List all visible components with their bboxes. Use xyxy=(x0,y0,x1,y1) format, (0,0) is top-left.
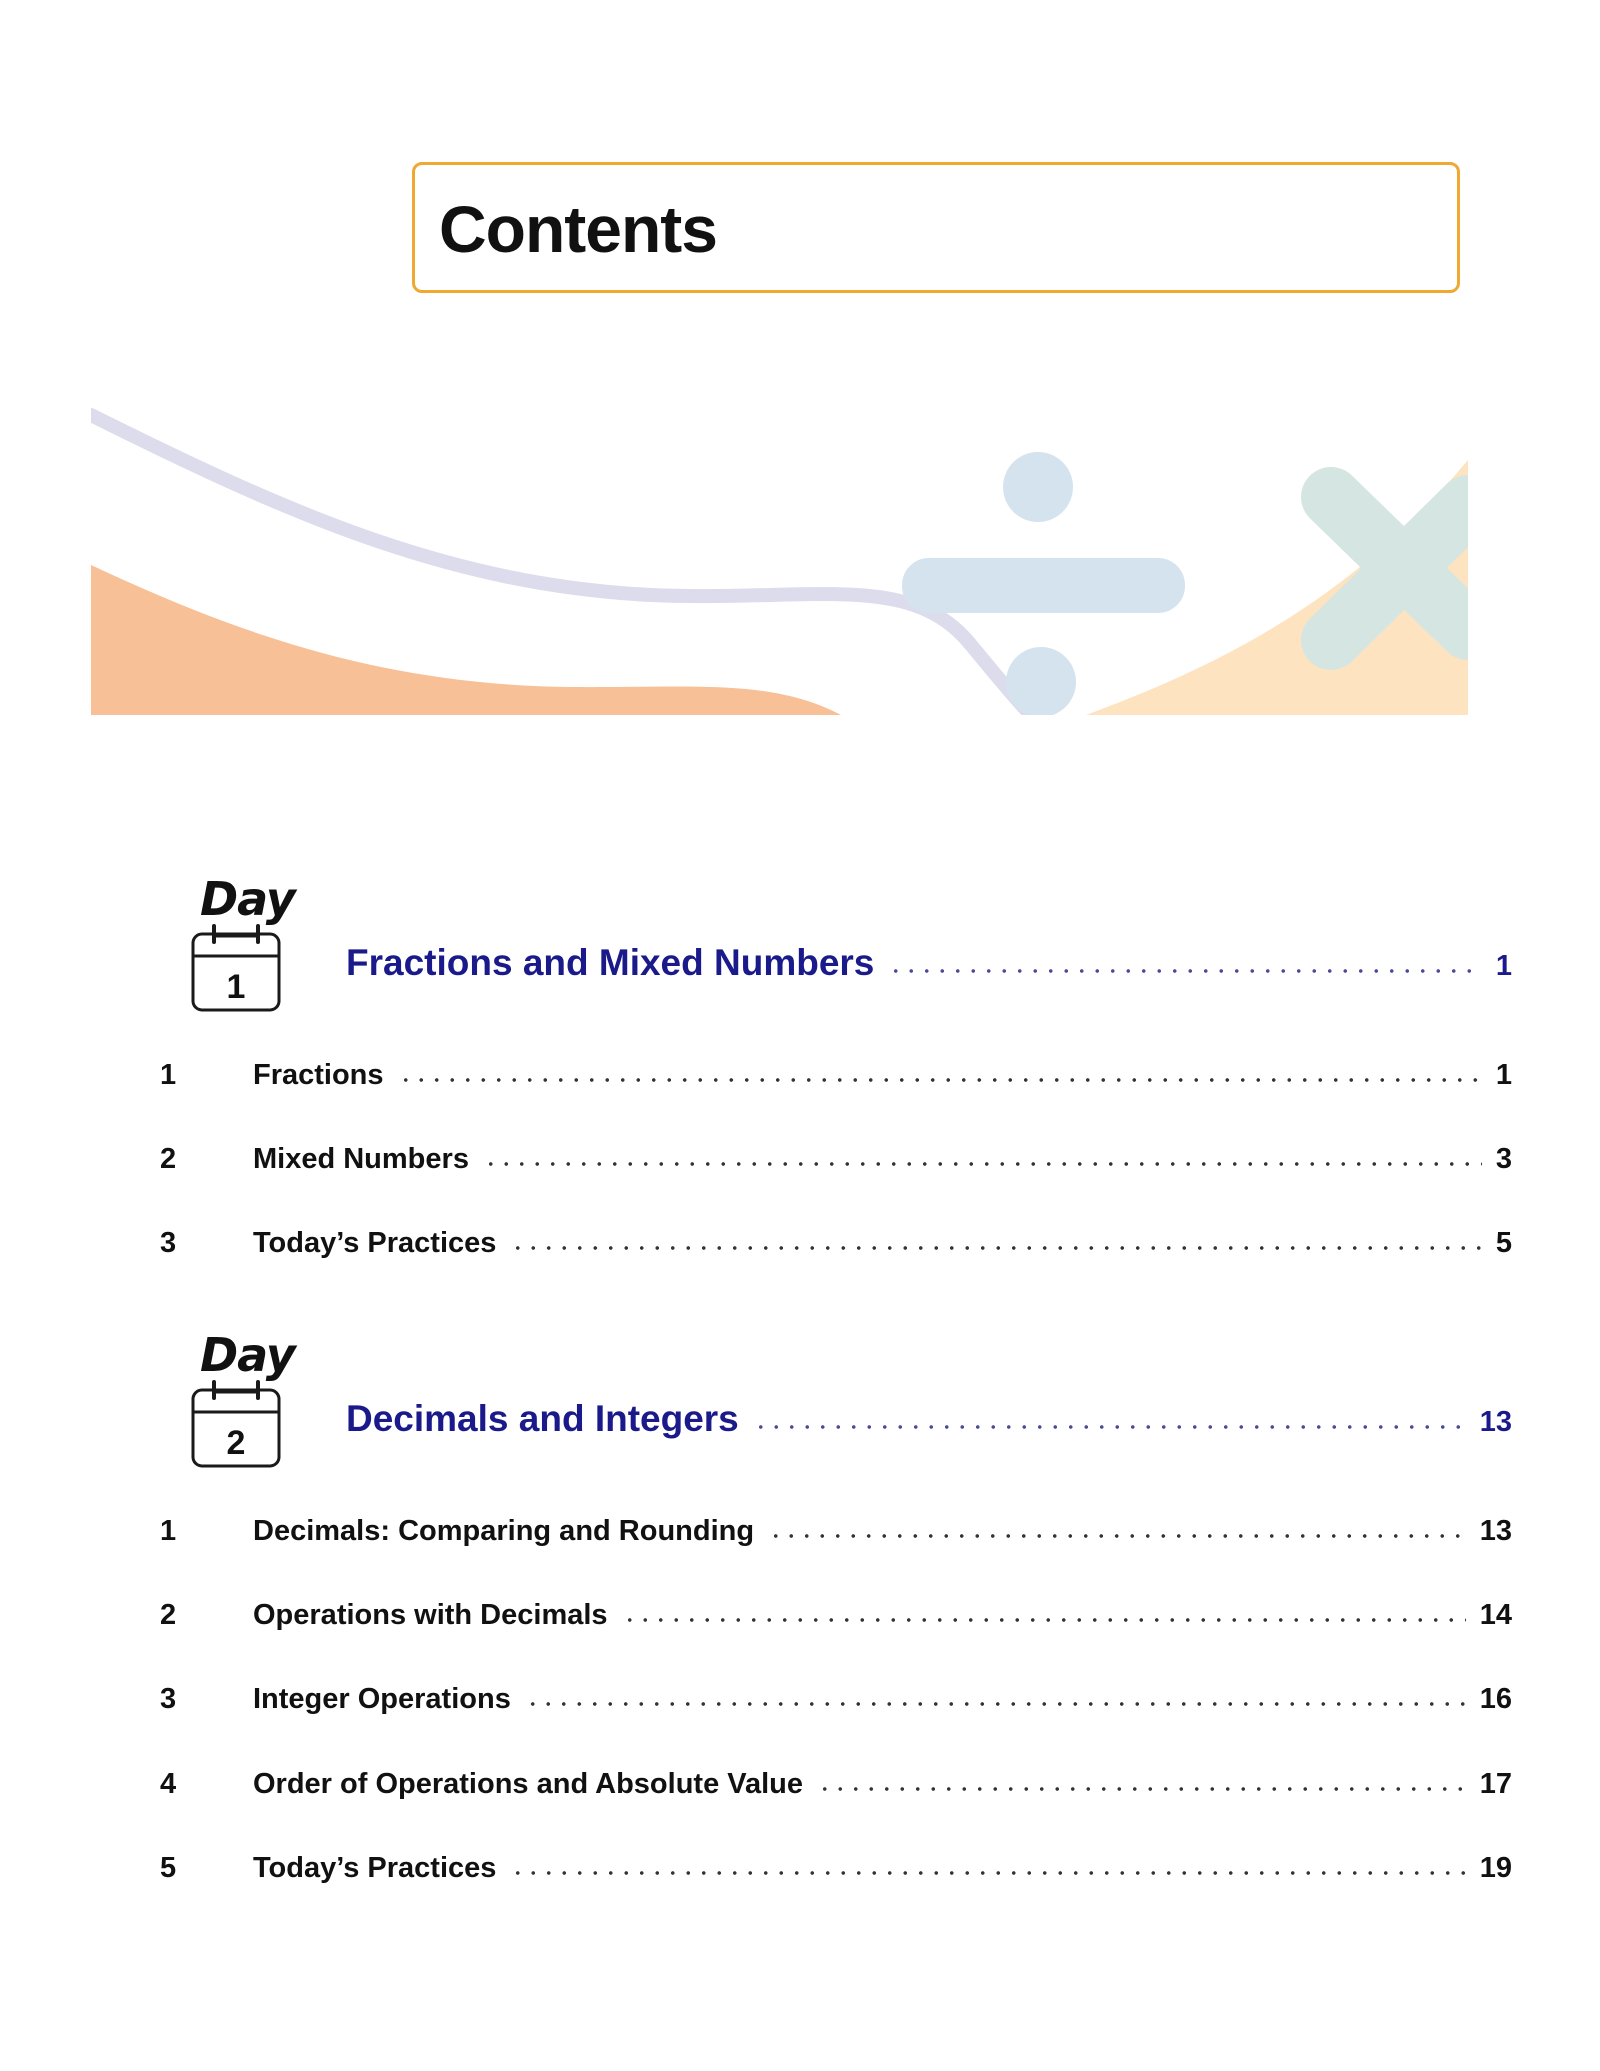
dot-leader xyxy=(622,1618,1466,1622)
section-row[interactable] xyxy=(253,1683,1512,1716)
page-title: Contents xyxy=(439,192,717,266)
section-page-number: 13 xyxy=(1479,1515,1512,1547)
section-page-number: 1 xyxy=(1495,1059,1512,1091)
chapter-page-number: 13 xyxy=(1479,1406,1512,1438)
section-number: 5 xyxy=(160,1852,177,1884)
dot-leader xyxy=(510,1871,1465,1875)
section-number: 3 xyxy=(160,1683,177,1715)
chapter-page-number: 1 xyxy=(1495,950,1512,982)
section-row[interactable] xyxy=(253,1599,1512,1632)
section-title: Mixed Numbers xyxy=(253,1143,469,1175)
section-row[interactable] xyxy=(253,1768,1512,1801)
dot-leader xyxy=(483,1162,1482,1166)
day-1-badge xyxy=(190,872,300,1022)
section-title: Today’s Practices xyxy=(253,1227,497,1259)
section-page-number: 16 xyxy=(1479,1683,1512,1715)
contents-title-box xyxy=(412,162,1460,293)
section-page-number: 5 xyxy=(1495,1227,1512,1259)
section-page-number: 14 xyxy=(1479,1599,1512,1631)
section-title: Order of Operations and Absolute Value xyxy=(253,1768,804,1800)
dot-leader xyxy=(817,1787,1466,1791)
section-page-number: 3 xyxy=(1495,1143,1512,1175)
chapter-title: Fractions and Mixed Numbers xyxy=(346,942,875,983)
section-row[interactable] xyxy=(253,1143,1512,1176)
section-page-number: 19 xyxy=(1479,1852,1512,1884)
section-number: 3 xyxy=(160,1227,177,1259)
section-row[interactable] xyxy=(253,1515,1512,1548)
chapter-title: Decimals and Integers xyxy=(346,1398,739,1439)
day-number: 2 xyxy=(226,1424,246,1462)
dot-leader xyxy=(525,1702,1466,1706)
section-row[interactable] xyxy=(253,1852,1512,1885)
day-number: 1 xyxy=(226,968,246,1006)
dot-leader xyxy=(753,1425,1466,1429)
section-number: 1 xyxy=(160,1059,177,1091)
section-number: 4 xyxy=(160,1768,177,1800)
day-2-badge xyxy=(190,1328,300,1478)
section-title: Today’s Practices xyxy=(253,1852,497,1884)
dot-leader xyxy=(768,1534,1466,1538)
section-page-number: 17 xyxy=(1479,1768,1512,1800)
banner-orange-wave xyxy=(91,565,841,715)
section-title: Operations with Decimals xyxy=(253,1599,608,1631)
divide-dot-top-icon xyxy=(1003,452,1073,522)
section-number: 2 xyxy=(160,1143,177,1175)
section-title: Integer Operations xyxy=(253,1683,511,1715)
dot-leader xyxy=(510,1246,1481,1250)
section-number: 1 xyxy=(160,1515,177,1547)
section-title: Decimals: Comparing and Rounding xyxy=(253,1515,755,1547)
divide-dot-bottom-icon xyxy=(1006,647,1076,715)
section-title: Fractions xyxy=(253,1059,384,1091)
day-label: Day xyxy=(200,1328,295,1382)
chapter-row-day-2[interactable] xyxy=(346,1398,1512,1440)
dot-leader xyxy=(398,1078,1482,1082)
day-label: Day xyxy=(200,872,295,926)
section-row[interactable] xyxy=(253,1227,1512,1260)
section-number: 2 xyxy=(160,1599,177,1631)
divide-bar-icon xyxy=(902,558,1185,613)
chapter-row-day-1[interactable] xyxy=(346,942,1512,984)
math-banner-illustration xyxy=(91,400,1468,715)
dot-leader xyxy=(888,969,1481,973)
section-row[interactable] xyxy=(253,1059,1512,1092)
